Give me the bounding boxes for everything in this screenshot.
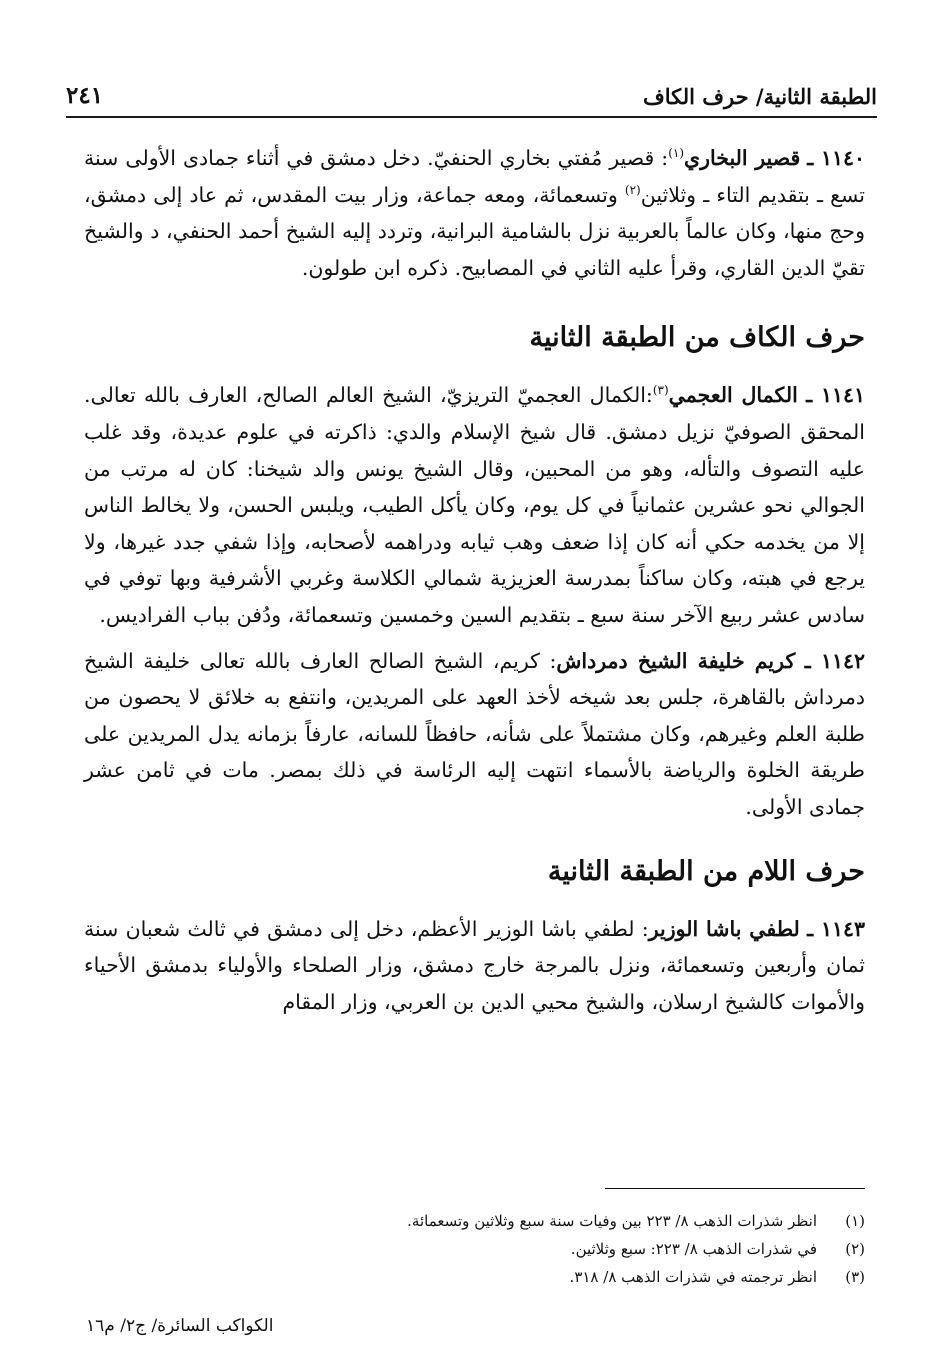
footnote-text: في شذرات الذهب ٨/ ٢٢٣: سبع وثلاثين.: [570, 1240, 817, 1258]
entry-name: الكمال العجمي: [668, 383, 798, 408]
footnote-divider: [605, 1188, 865, 1189]
footnote-text: انظر ترجمته في شذرات الذهب ٨/ ٣١٨.: [569, 1268, 817, 1286]
entry-number: ١١٤٢ ـ: [804, 648, 865, 673]
footnote-item: [84, 1207, 865, 1235]
section-heading: حرف الكاف من الطبقة الثانية: [529, 322, 865, 354]
entry-text: : لطفي باشا الوزير الأعظم، دخل إلى دمشق في ثالث شعبان سنة ثمان وأربعين وتسعمائة، ونزل بالمرجة خارج دمشق، وزار الصلحاء والأولياء بدمشق الأحياء والأموات كالشيخ ارسلان، والشيخ محيي الدين بن العربي، وزار المقام: [84, 916, 865, 1014]
body-text: [84, 140, 865, 1020]
footnotes: [84, 1207, 865, 1291]
footnote-number: (٢): [845, 1240, 865, 1258]
footnote-item: [84, 1235, 865, 1263]
entry-name: قصير البخاري: [684, 146, 801, 170]
running-header: [66, 82, 877, 118]
section-heading: حرف اللام من الطبقة الثانية: [547, 855, 865, 887]
footnote-ref[interactable]: (١): [668, 146, 685, 161]
entry-text: :الكمال العجميّ التريزيّ، الشيخ العالم الصالح، العارف بالله تعالى. المحقق الصوفيّ نزيل دمشق. قال شيخ الإسلام والدي: ذاكرته في علوم عديدة، وقد غلب عليه التصوف والتأله، وهو من المحبين، وقال الشيخ يونس والد شيخنا: كان له مرتب من الجوالي نحو عشرين عثمانياً في كل يوم، وكان يأكل الطيب، ويلبس الحسن، ولا يخالط الناس إلا من يخدمه حكي أنه كان إذا ضعف وهب ثيابه ودراهمه لأصحابه، وإذا شفي جدد غيرها، ولا يرجع في هبته، وكان ساكناً بمدرسة العزيزية شمالي الكلاسة وغربي الأشرفية وبها توفي في سادس عشر ربيع الآخر سنة سبع ـ بتقديم السين وخمسين وتسعمائة، ودُفن بباب الفراديس.: [84, 383, 865, 627]
footnote-item: [84, 1263, 865, 1291]
entry-number: ١١٤٠ ـ: [807, 146, 865, 170]
entry-1140: [84, 140, 865, 286]
entry-name: كريم خليفة الشيخ دمرداش: [556, 648, 796, 673]
entry-name: لطفي باشا الوزير: [648, 916, 800, 941]
running-title: الطبقة الثانية/ حرف الكاف: [642, 84, 877, 109]
entry-text: : قصير مُفتي بخاري الحنفيّ. دخل دمشق في أثناء جمادى الأولى سنة تسع ـ بتقديم التاء ـ وثلاثين: [84, 146, 865, 207]
entry-1141: [84, 377, 865, 633]
entry-text: وتسعمائة، ومعه جماعة، وزار بيت المقدس، ثم عاد إلى دمشق، وحج منها، وكان عالماً بالعربية نزل بالشامية البرانية، وتردد إليه الشيخ أحمد الحنفي، د والشيخ تقيّ الدين القاري، وقرأ عليه الثاني في المصابيح. ذكره ابن طولون.: [84, 182, 865, 280]
printer-signature: الكواكب السائرة/ ج٢/ م١٦: [86, 1316, 274, 1336]
entry-1142: [84, 643, 865, 826]
footnote-text: انظر شذرات الذهب ٨/ ٢٢٣ بين وفيات سنة سبع وثلاثين وتسعمائة.: [407, 1212, 817, 1230]
entry-text: : كريم، الشيخ الصالح العارف بالله تعالى خليفة الشيخ دمرداش بالقاهرة، جلس بعد شيخه لأخذ العهد على المريدين، وانتفع به خلائق لا يحصون من طلبة العلم وغيرهم، وكان مشتملاً على شأنه، حافظاً للسانه، عارفاً بزمانه يدل المريدين على طريقة الخلوة والرياضة بالأسماء انتهت إليه الرئاسة في ذلك بمصر. مات في ثامن عشر جمادى الأولى.: [84, 648, 865, 819]
entry-1143: [84, 911, 865, 1021]
entry-number: ١١٤٣ ـ: [807, 916, 865, 941]
footnote-number: (١): [845, 1212, 865, 1230]
page-number: ٢٤١: [66, 82, 104, 109]
entry-number: ١١٤١ ـ: [806, 383, 865, 408]
footnote-ref[interactable]: (٣): [652, 383, 669, 398]
footnote-number: (٣): [845, 1268, 865, 1286]
footnote-ref[interactable]: (٢): [624, 182, 641, 197]
